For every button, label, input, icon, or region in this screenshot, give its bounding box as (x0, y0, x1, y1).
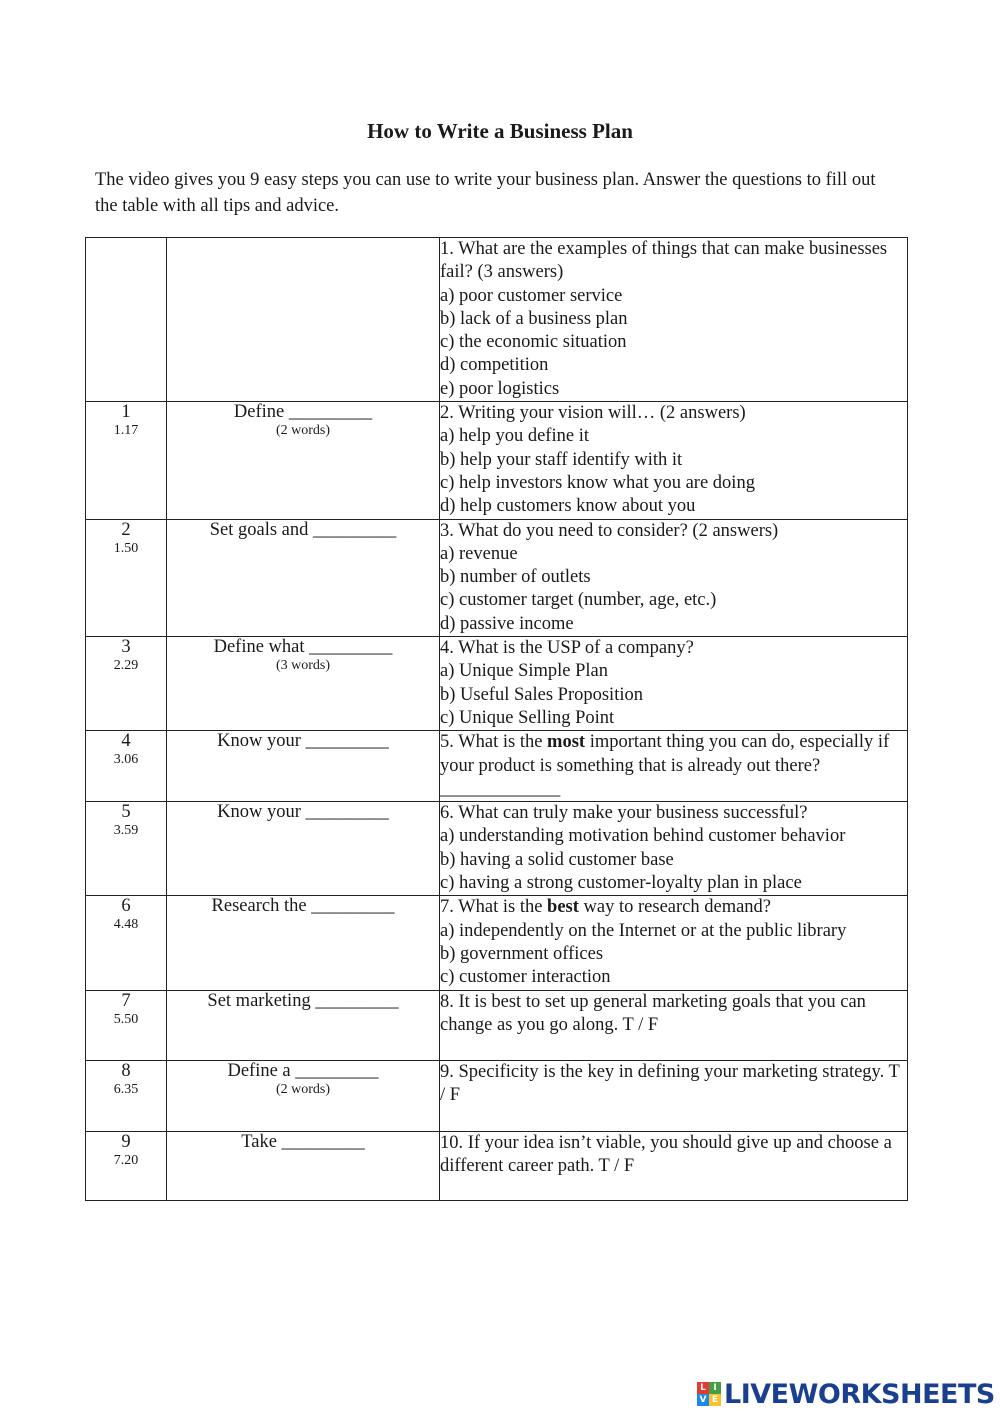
video-timestamp: 4.48 (113, 917, 139, 933)
step-prompt: Define a _________ (227, 1060, 379, 1081)
question-cell (440, 1060, 908, 1131)
logo-tile: V (697, 1394, 709, 1406)
step-cell (167, 896, 440, 990)
step-prompt: Research the _________ (211, 896, 395, 917)
step-number: 1 (121, 402, 131, 423)
answer-option: c) help investors know what you are doing (440, 472, 755, 493)
video-timestamp: 1.50 (113, 540, 139, 556)
answer-option: b) having a solid customer base (440, 849, 674, 870)
word-count-note: (2 words) (275, 423, 331, 439)
step-prompt: Define what _________ (213, 637, 393, 658)
step-number-cell (86, 637, 167, 731)
liveworksheets-logo-icon (697, 1382, 721, 1406)
video-timestamp: 6.35 (113, 1081, 139, 1097)
step-number: 9 (121, 1131, 131, 1152)
step-cell (167, 1131, 440, 1200)
step-number-cell (86, 238, 167, 402)
intro-text: The video gives you 9 easy steps you can use to write your business plan. Answer the questions to fill out the table with all tips and advice. (95, 170, 876, 216)
step-number-cell (86, 731, 167, 802)
logo-tile: E (709, 1394, 721, 1406)
answer-option: a) revenue (440, 543, 518, 564)
question-text: 9. Specificity is the key in defining your marketing strategy. T / F (440, 1061, 900, 1105)
step-cell (167, 731, 440, 802)
video-timestamp: 7.20 (113, 1152, 139, 1168)
question-cell (440, 519, 908, 636)
answer-option: a) help you define it (440, 426, 589, 447)
step-number: 6 (121, 896, 131, 917)
step-number-cell (86, 1131, 167, 1200)
question-text: 1. What are the examples of things that can make businesses fail? (3 answers) (440, 239, 888, 283)
question-cell (440, 802, 908, 896)
worksheet-table (85, 237, 908, 1201)
answer-option: c) customer interaction (440, 967, 611, 988)
word-count-note: (2 words) (275, 1081, 331, 1097)
step-prompt: Set goals and _________ (209, 519, 397, 540)
question-cell (440, 1131, 908, 1200)
step-number: 8 (121, 1060, 131, 1081)
answer-option: b) help your staff identify with it (440, 449, 683, 470)
step-number-cell (86, 802, 167, 896)
answer-option: c) the economic situation (440, 332, 627, 353)
step-number: 4 (121, 731, 131, 752)
step-number: 7 (121, 990, 131, 1011)
step-cell (167, 802, 440, 896)
question-text: 3. What do you need to consider? (2 answers) (440, 520, 779, 541)
table-row (86, 990, 908, 1060)
question-text: 4. What is the USP of a company? (440, 638, 694, 659)
step-prompt: Know your _________ (217, 802, 389, 823)
question-text: 10. If your idea isn’t viable, you should give up and choose a different career path. T / F (440, 1132, 892, 1176)
question-cell (440, 637, 908, 731)
video-timestamp: 5.50 (113, 1011, 139, 1027)
word-count-note: (3 words) (275, 658, 331, 674)
answer-option: a) independently on the Internet or at the public library (440, 920, 847, 941)
answer-option: a) Unique Simple Plan (440, 661, 609, 682)
answer-option: c) Unique Selling Point (440, 707, 615, 728)
answer-option: a) understanding motivation behind customer behavior (440, 826, 846, 847)
logo-tile: I (709, 1382, 721, 1394)
question-cell (440, 990, 908, 1060)
answer-option: b) Useful Sales Proposition (440, 684, 643, 705)
question-text: 8. It is best to set up general marketing goals that you can change as you go along. T / F (440, 991, 866, 1035)
answer-option: c) having a strong customer-loyalty plan in place (440, 873, 802, 894)
table-row (86, 731, 908, 802)
step-number: 5 (121, 802, 131, 823)
answer-option: d) help customers know about you (440, 496, 696, 517)
liveworksheets-logo (697, 1379, 995, 1409)
step-number-cell (86, 1060, 167, 1131)
video-timestamp: 1.17 (113, 423, 139, 439)
table-row (86, 637, 908, 731)
step-cell (167, 238, 440, 402)
table-row (86, 1060, 908, 1131)
question-cell (440, 731, 908, 802)
step-number: 2 (121, 519, 131, 540)
liveworksheets-logo-text: LIVEWORKSHEETS (724, 1378, 995, 1410)
page-title: How to Write a Business Plan (367, 119, 633, 143)
question-text: 7. What is the best way to research demand? (440, 897, 772, 918)
answer-option: c) customer target (number, age, etc.) (440, 590, 717, 611)
step-number-cell (86, 519, 167, 636)
step-number-cell (86, 402, 167, 519)
question-text: 2. Writing your vision will… (2 answers) (440, 403, 746, 424)
question-text: 5. What is the most important thing you can do, especially if your product is something that is already out there? _____________ (440, 732, 890, 799)
step-cell (167, 1060, 440, 1131)
video-timestamp: 3.59 (113, 823, 139, 839)
table-row (86, 1131, 908, 1200)
step-cell (167, 637, 440, 731)
answer-option: e) poor logistics (440, 378, 560, 399)
answer-option: d) passive income (440, 613, 574, 634)
table-row (86, 238, 908, 402)
video-timestamp: 2.29 (113, 658, 139, 674)
answer-option: b) number of outlets (440, 567, 591, 588)
answer-option: a) poor customer service (440, 285, 623, 306)
video-timestamp: 3.06 (113, 752, 139, 768)
step-cell (167, 990, 440, 1060)
question-cell (440, 238, 908, 402)
question-cell (440, 402, 908, 519)
step-prompt: Take _________ (241, 1131, 365, 1152)
step-cell (167, 402, 440, 519)
question-cell (440, 896, 908, 990)
step-cell (167, 519, 440, 636)
table-row (86, 402, 908, 519)
answer-option: b) lack of a business plan (440, 308, 628, 329)
logo-tile: L (697, 1382, 709, 1394)
table-row (86, 519, 908, 636)
table-row (86, 896, 908, 990)
step-prompt: Set marketing _________ (207, 990, 399, 1011)
step-number: 3 (121, 637, 131, 658)
question-text: 6. What can truly make your business successful? (440, 803, 808, 824)
step-number-cell (86, 896, 167, 990)
answer-option: b) government offices (440, 943, 604, 964)
step-prompt: Know your _________ (217, 731, 389, 752)
step-number-cell (86, 990, 167, 1060)
table-row (86, 802, 908, 896)
step-prompt: Define _________ (233, 402, 373, 423)
answer-option: d) competition (440, 355, 549, 376)
